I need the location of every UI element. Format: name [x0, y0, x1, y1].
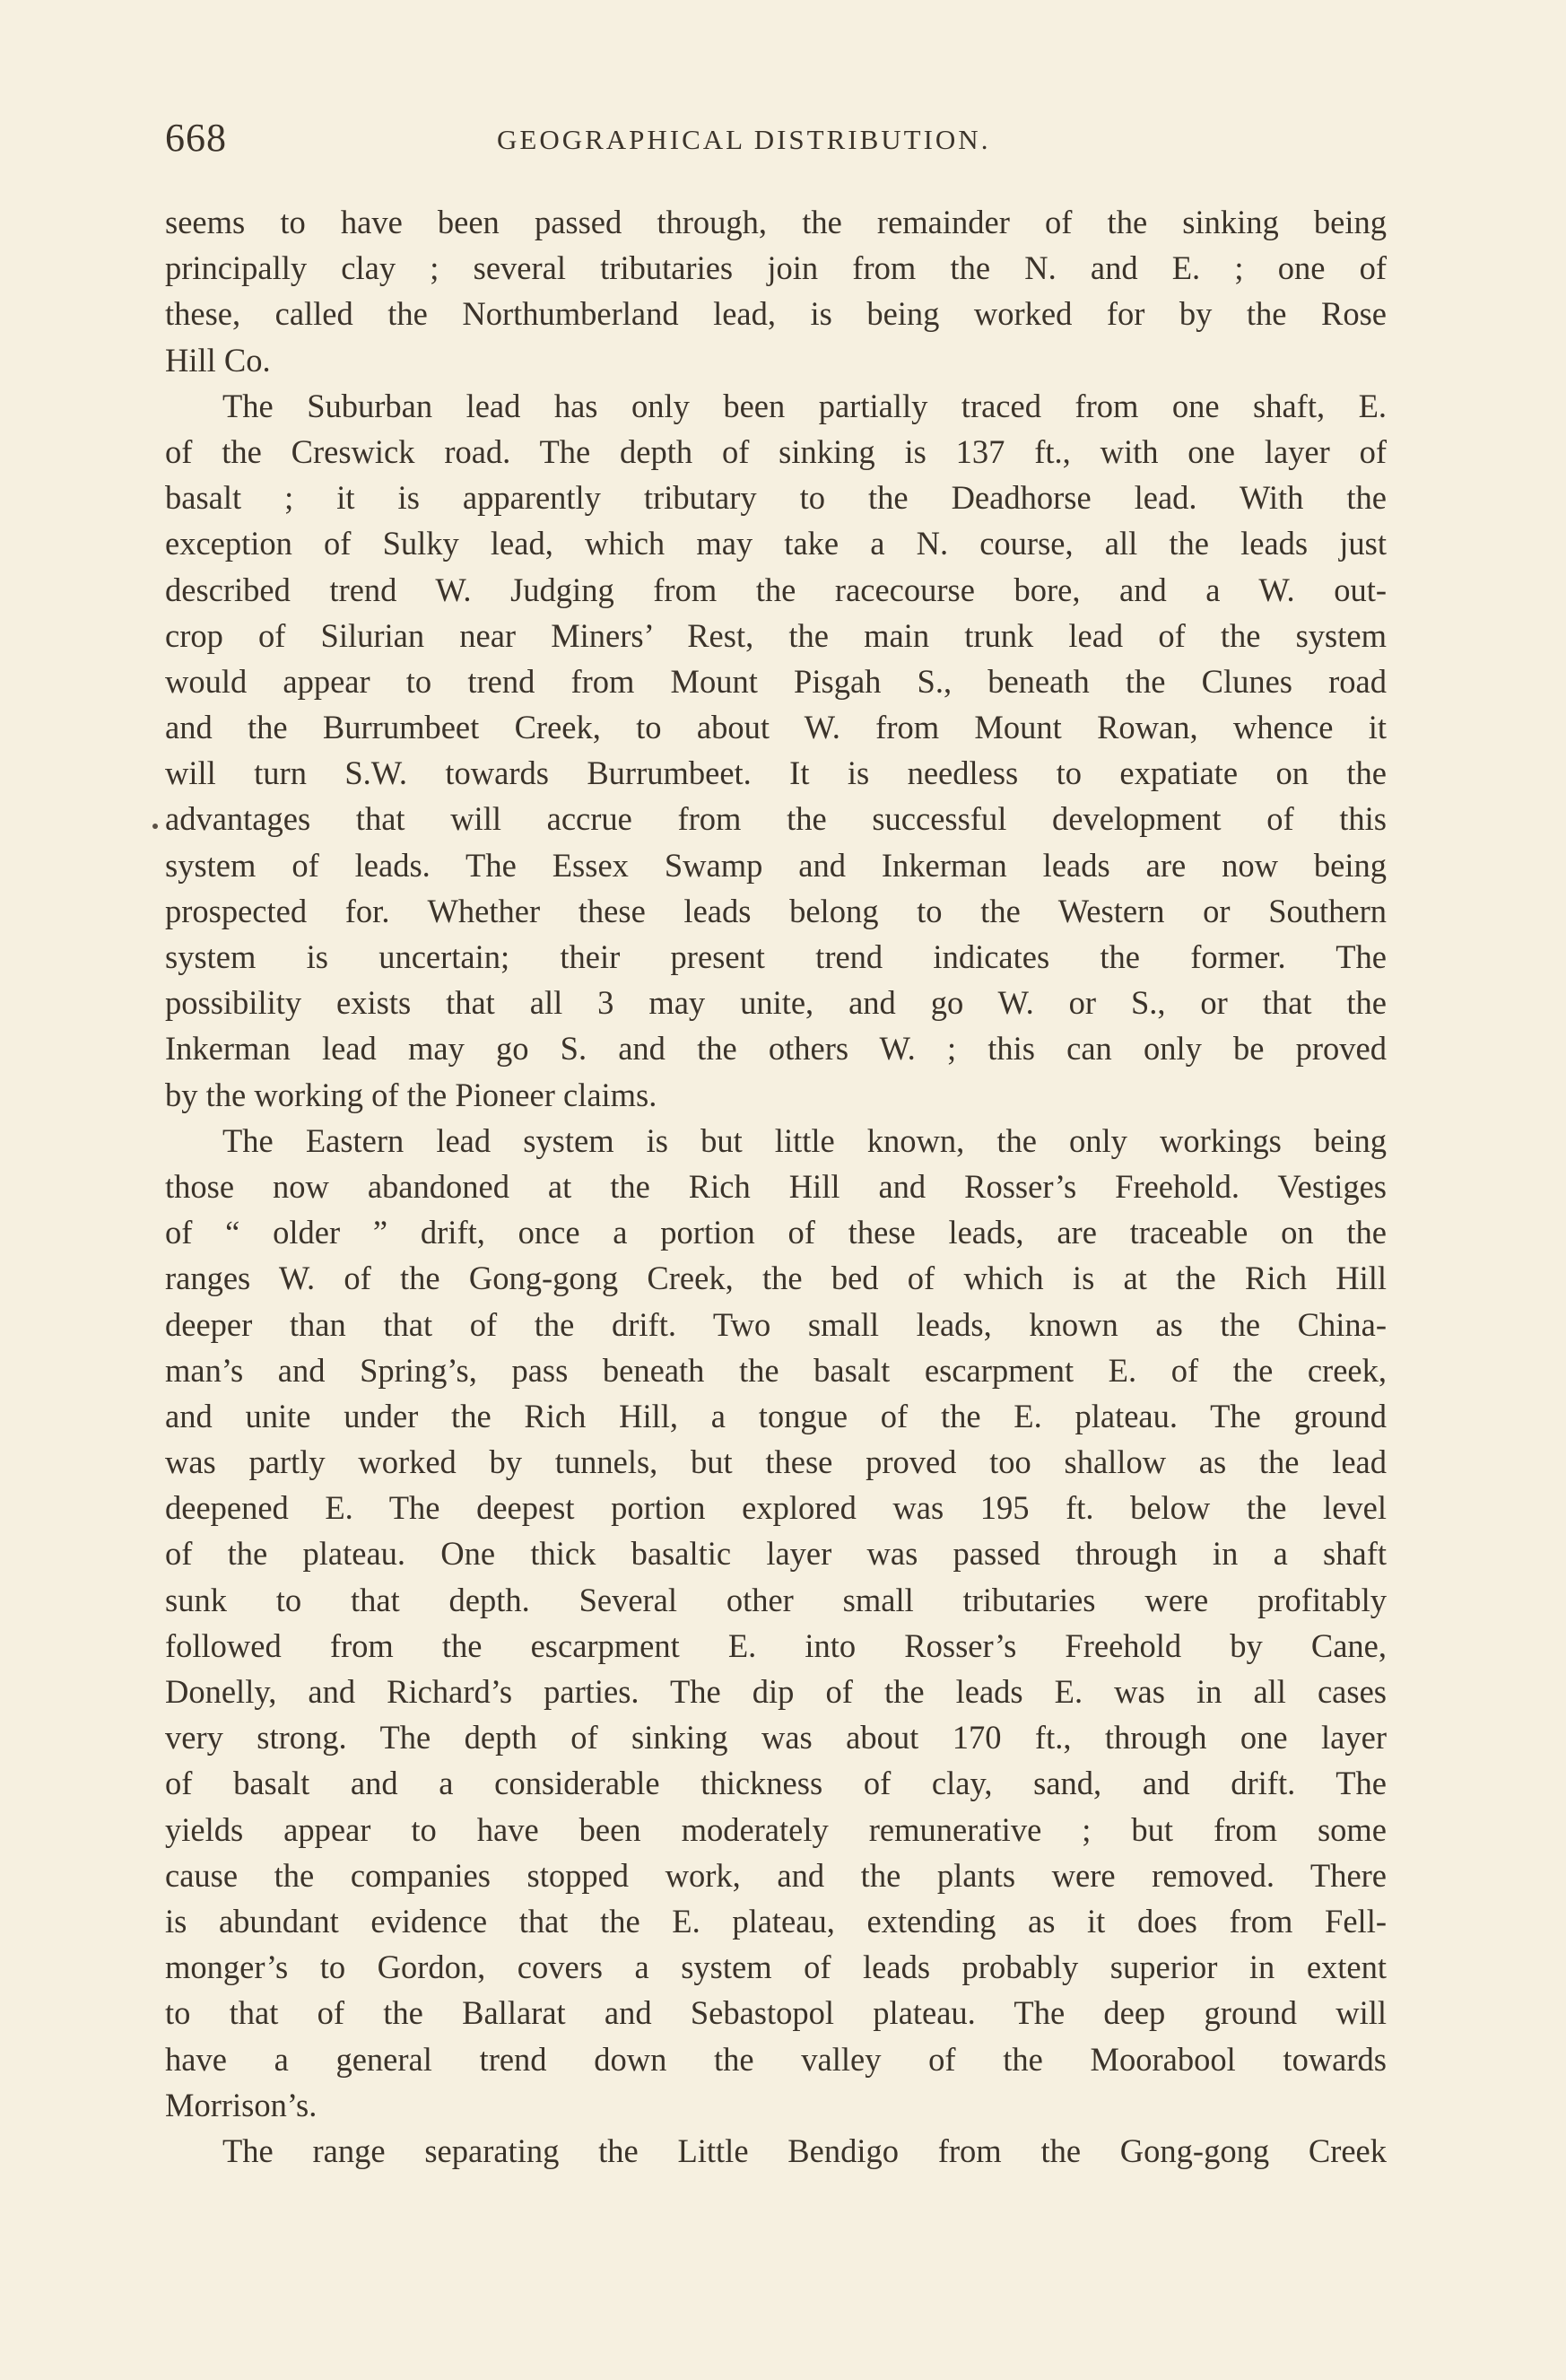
text-line: The Suburban lead has only been partially traced from one shaft, E. [222, 387, 1387, 424]
text-line: by the working of the Pioneer claims. [165, 1076, 657, 1113]
text-line: of the plateau. One thick basaltic layer was passed through in a shaft [165, 1535, 1387, 1573]
text-line: would appear to trend from Mount Pisgah S., beneath the Clunes road [165, 662, 1387, 700]
text-line: yields appear to have been moderately remunerative ; but from some [165, 1810, 1387, 1848]
text-line: these, called the Northumberland lead, is being worked for by the Rose [165, 295, 1387, 333]
text-line: crop of Silurian near Miners’ Rest, the main trunk lead of the system [165, 616, 1387, 654]
text-line: to that of the Ballarat and Sebastopol plateau. The deep ground will [165, 1994, 1387, 2032]
text-line: have a general trend down the valley of the Moorabool towards [165, 2040, 1387, 2078]
text-line: described trend W. Judging from the racecourse bore, and a W. out- [165, 571, 1387, 608]
text-line: system of leads. The Essex Swamp and Inkerman leads are now being [165, 846, 1387, 884]
text-line: man’s and Spring’s, pass beneath the basalt escarpment E. of the creek, [165, 1351, 1387, 1389]
text-line: exception of Sulky lead, which may take a N. course, all the leads just [165, 525, 1387, 562]
text-line: followed from the escarpment E. into Rosser’s Freehold by Cane, [165, 1626, 1387, 1664]
text-line: Inkerman lead may go S. and the others W. ; this can only be proved [165, 1030, 1387, 1068]
page-number: 668 [165, 116, 227, 160]
text-line: The range separating the Little Bendigo from the Gong-gong Creek [222, 2132, 1387, 2169]
text-line: Morrison’s. [165, 2086, 318, 2123]
text-line: advantages that will accrue from the successful development of this [165, 800, 1387, 838]
text-line: possibility exists that all 3 may unite, and go W. or S., or that the [165, 984, 1387, 1022]
text-line: monger’s to Gordon, covers a system of leads probably superior in extent [165, 1948, 1387, 1986]
text-line: Hill Co. [165, 341, 271, 379]
text-line: system is uncertain; their present trend indicates the former. The [165, 938, 1387, 975]
text-line: sunk to that depth. Several other small tributaries were profitably [165, 1581, 1387, 1618]
text-line: of basalt and a considerable thickness of clay, sand, and drift. The [165, 1765, 1387, 1802]
text-line: seems to have been passed through, the remainder of the sinking being [165, 204, 1387, 240]
text-line: The Eastern lead system is but little known, the only workings being [222, 1121, 1387, 1159]
text-line: ranges W. of the Gong-gong Creek, the bed of which is at the Rich Hill [165, 1260, 1387, 1297]
running-title: GEOGRAPHICAL DISTRIBUTION. [497, 124, 991, 155]
text-line: of “ older ” drift, once a portion of these leads, are traceable on the [165, 1214, 1387, 1251]
text-line: basalt ; it is apparently tributary to the Deadhorse lead. With the [165, 479, 1387, 517]
body-text [165, 199, 1387, 2174]
text-line: prospected for. Whether these leads belong to the Western or Southern [165, 892, 1387, 929]
text-line: Donelly, and Richard’s parties. The dip of the leads E. was in all cases [165, 1673, 1387, 1710]
text-line: was partly worked by tunnels, but these proved too shallow as the lead [165, 1443, 1387, 1481]
text-line: those now abandoned at the Rich Hill and Rosser’s Freehold. Vestiges [165, 1167, 1387, 1205]
text-line: and unite under the Rich Hill, a tongue of the E. plateau. The ground [165, 1397, 1387, 1434]
running-head [165, 111, 1385, 174]
text-line: principally clay ; several tributaries join from the N. and E. ; one of [165, 249, 1387, 287]
text-line: deepened E. The deepest portion explored was 195 ft. below the level [165, 1489, 1387, 1527]
text-line: will turn S.W. towards Burrumbeet. It is needless to expatiate on the [165, 754, 1387, 792]
margin-mark [152, 824, 158, 829]
text-line: deeper than that of the drift. Two small leads, known as the China- [165, 1305, 1387, 1343]
text-line: very strong. The depth of sinking was about 170 ft., through one layer [165, 1719, 1387, 1757]
text-line: is abundant evidence that the E. plateau, extending as it does from Fell- [165, 1902, 1387, 1940]
text-line: cause the companies stopped work, and the plants were removed. There [165, 1856, 1387, 1894]
text-line: and the Burrumbeet Creek, to about W. from Mount Rowan, whence it [165, 709, 1387, 746]
text-line: of the Creswick road. The depth of sinking is 137 ft., with one layer of [165, 432, 1387, 470]
